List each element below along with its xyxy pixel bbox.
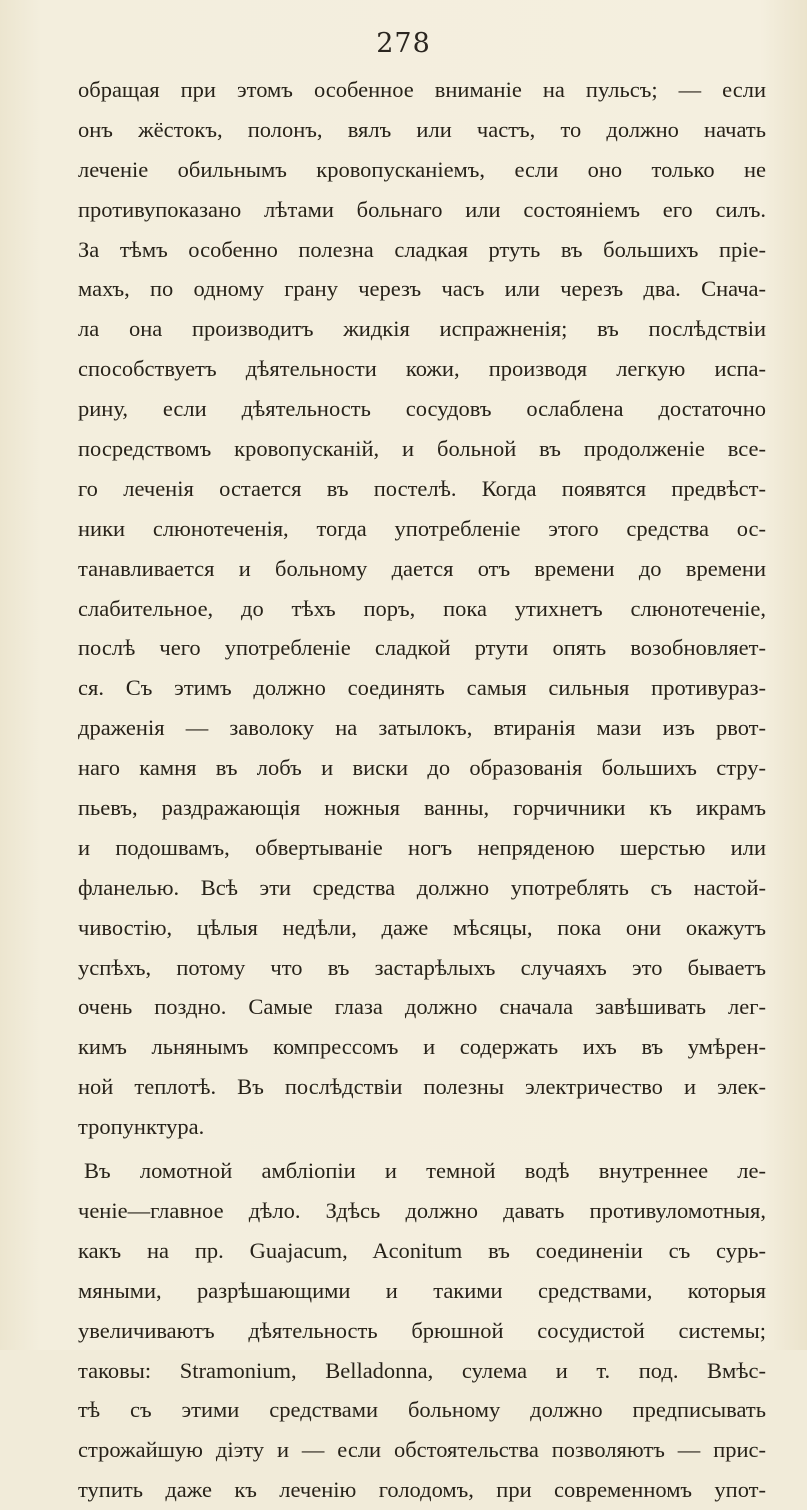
text-line: За тѣмъ особенно полезна сладкая ртуть въ большихъ пріе- (78, 236, 766, 262)
paragraph-2 (78, 1151, 766, 1510)
text-line: обращая при этомъ особенное вниманіе на пульсъ; — если (78, 77, 766, 102)
text-line: успѣхъ, потому что въ застарѣлыхъ случаяхъ это бываетъ (78, 954, 766, 980)
text-line: какъ на пр. Guajacum, Aconitum въ соединеніи съ сурь- (78, 1237, 766, 1263)
text-line: кимъ льнянымъ компрессомъ и содержать ихъ въ умѣрен- (78, 1034, 766, 1060)
text-line: строжайшую діэту и — если обстоятельства позволяютъ — прис- (78, 1437, 766, 1463)
text-line: го леченія остается въ постелѣ. Когда появятся предвѣст- (78, 475, 766, 501)
text-line: таковы: Stramonium, Belladonna, сулема и т. под. Вмѣс- (78, 1357, 766, 1383)
text-line: ла она производитъ жидкія испражненія; въ послѣдствіи (78, 316, 766, 342)
text-line: чивостію, цѣлыя недѣли, даже мѣсяцы, пока они окажутъ (78, 914, 766, 940)
text-line: посредствомъ кровопусканій, и больной въ продолженіе все- (78, 436, 766, 462)
text-line: леченіе обильнымъ кровопусканіемъ, если оно только не (78, 156, 766, 182)
text-line: ники слюнотеченія, тогда употребленіе этого средства ос- (78, 515, 766, 541)
text-line: драженія — заволоку на затылокъ, втиранія мази изъ рвот- (78, 715, 766, 741)
text-line: ченіе—главное дѣло. Здѣсь должно давать противуломотныя, (78, 1197, 766, 1223)
text-line: ся. Съ этимъ должно соединять самыя сильныя противураз- (78, 675, 766, 701)
text-line: тропунктура. (78, 1114, 205, 1140)
text-line: мяными, разрѣшающими и такими средствами, которыя (78, 1277, 766, 1303)
page-number: 278 (376, 28, 431, 59)
text-line: Въ ломотной амбліопіи и темной водѣ внутреннее ле- (84, 1158, 766, 1184)
text-line: онъ жёстокъ, полонъ, вялъ или частъ, то должно начать (78, 116, 766, 142)
text-line: очень поздно. Самые глаза должно сначала завѣшивать лег- (78, 994, 766, 1020)
text-line: тупить даже къ леченію голодомъ, при современномъ упот- (78, 1477, 766, 1503)
text-line: махъ, по одному грану черезъ часъ или черезъ два. Снача- (78, 276, 766, 302)
text-line: пьевъ, раздражающія ножныя ванны, горчичники къ икрамъ (78, 795, 766, 821)
body-text (78, 70, 766, 1510)
text-line: и подошвамъ, обвертываніе ногъ непряденою шерстью или (78, 834, 766, 860)
text-line: слабительное, до тѣхъ поръ, пока утихнетъ слюнотеченіе, (78, 595, 766, 621)
text-line: рину, если дѣятельность сосудовъ ослаблена достаточно (78, 396, 766, 422)
text-line: танавливается и больному дается отъ времени до времени (78, 555, 766, 581)
text-line: тѣ съ этими средствами больному должно предписывать (78, 1397, 766, 1423)
paragraph-1 (78, 70, 766, 1147)
text-line: увеличиваютъ дѣятельность брюшной сосудистой системы; (78, 1317, 766, 1343)
text-line: ной теплотѣ. Въ послѣдствіи полезны электричество и элек- (78, 1074, 766, 1100)
text-line: способствуетъ дѣятельности кожи, производя легкую испа- (78, 356, 766, 382)
text-line: наго камня въ лобъ и виски до образованія большихъ стру- (78, 755, 766, 781)
text-line: фланелью. Всѣ эти средства должно употреблять съ настой- (78, 874, 766, 900)
text-line: послѣ чего употребленіе сладкой ртути опять возобновляет- (78, 635, 766, 661)
text-line: противупоказано лѣтами больнаго или состояніемъ его силъ. (78, 196, 766, 222)
